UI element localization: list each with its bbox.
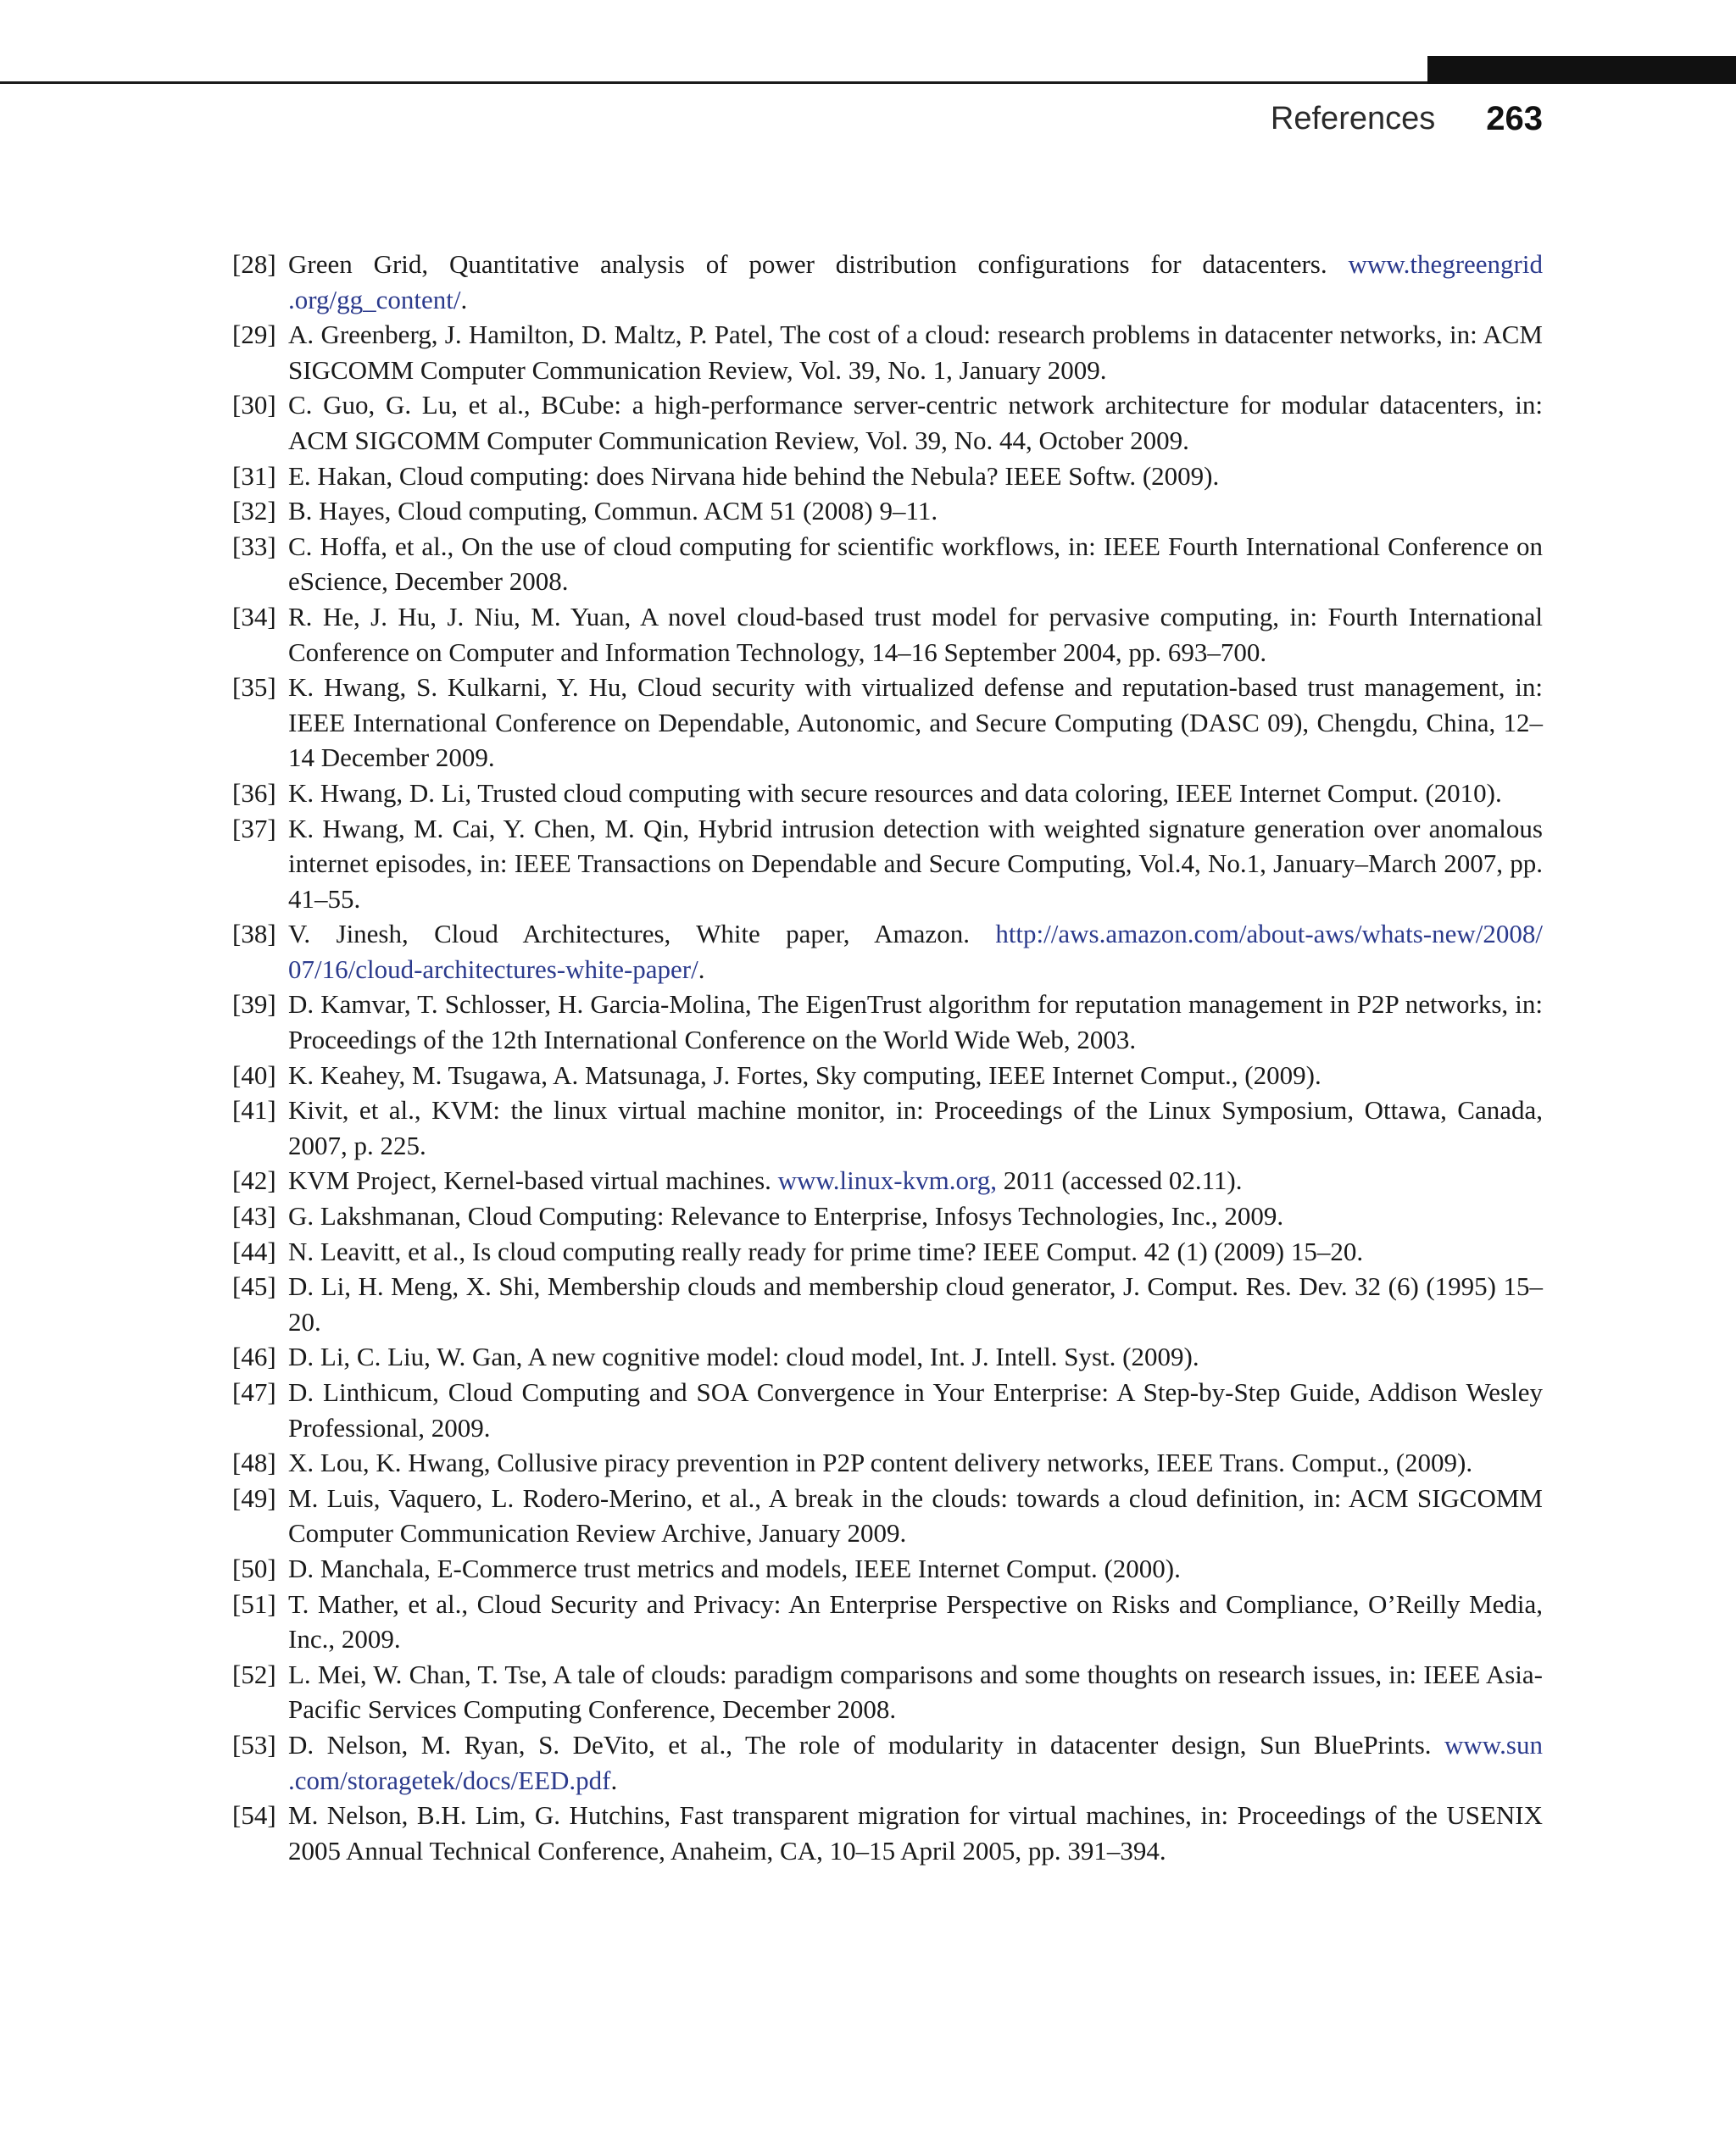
reference-text [288, 1483, 1543, 1549]
reference-text [288, 496, 938, 526]
reference-text [288, 1800, 1543, 1866]
reference-citation: R. He, J. Hu, J. Niu, M. Yuan, A novel cloud-based trust model for pervasive computing, in: Fourth International Conference on Computer and Information Technology, 14–16 September 2004, pp. 693–700. [288, 601, 1543, 667]
reference-number: [51] [232, 1588, 276, 1619]
reference-item [232, 1234, 1543, 1270]
reference-number: [43] [232, 1201, 276, 1232]
reference-number: [42] [232, 1165, 276, 1196]
reference-citation: D. Kamvar, T. Schlosser, H. Garcia-Molina, The EigenTrust algorithm for reputation management in P2P networks, in: Proceedings of the 12th International Conference on the World Wide Web, 2003. [288, 989, 1543, 1055]
reference-number: [39] [232, 989, 276, 1020]
reference-text [288, 1554, 1181, 1583]
reference-number: [53] [232, 1729, 276, 1760]
reference-number: [45] [232, 1271, 276, 1302]
reference-number: [52] [232, 1659, 276, 1689]
reference-text [288, 1589, 1543, 1654]
reference-citation: B. Hayes, Cloud computing, Commun. ACM 51 (2008) 9–11. [288, 496, 938, 526]
reference-text [288, 531, 1543, 597]
reference-item [232, 459, 1543, 494]
reference-citation: K. Hwang, M. Cai, Y. Chen, M. Qin, Hybrid intrusion detection with weighted signature generation over anomalous internet episodes, in: IEEE Transactions on Dependable and Secure Computing, Vol.4, No.1, January–March 2007, pp. 41–55. [288, 813, 1543, 914]
reference-item [232, 916, 1543, 987]
reference-number: [54] [232, 1800, 276, 1831]
reference-text [288, 1165, 1243, 1195]
reference-text [288, 1448, 1472, 1477]
reference-number: [38] [232, 919, 276, 949]
reference-citation: X. Lou, K. Hwang, Collusive piracy prevention in P2P content delivery networks, IEEE Trans. Comput., (2009). [288, 1448, 1473, 1478]
reference-citation: V. Jinesh, Cloud Architectures, White paper, Amazon. [288, 919, 996, 949]
reference-citation: D. Manchala, E-Commerce trust metrics and models, IEEE Internet Comput. (2000). [288, 1553, 1181, 1583]
reference-item [232, 1445, 1543, 1481]
reference-item [232, 1269, 1543, 1339]
reference-citation: A. Greenberg, J. Hamilton, D. Maltz, P. Patel, The cost of a cloud: research problems in datacenter networks, in: ACM SIGCOMM Computer Communication Review, Vol. 39, No. 1, January 2009. [288, 320, 1543, 385]
reference-item [232, 529, 1543, 599]
reference-item [232, 670, 1543, 776]
reference-text [288, 1660, 1543, 1725]
reference-citation: E. Hakan, Cloud computing: does Nirvana hide behind the Nebula? IEEE Softw. (2009). [288, 460, 1220, 491]
reference-number: [35] [232, 672, 276, 703]
reference-list [232, 247, 1543, 1868]
reference-text [288, 249, 1543, 314]
reference-text [288, 1201, 1283, 1231]
reference-number: [44] [232, 1236, 276, 1266]
reference-link[interactable]: www.thegreengrid .org/gg_content/ [288, 249, 1543, 314]
reference-citation: K. Hwang, S. Kulkarni, Y. Hu, Cloud security with virtualized defense and reputation-based trust management, in: IEEE International Conference on Dependable, Autonomic, and Secure Computing (DASC 09), Chengdu, China, 12–14 December 2009. [288, 672, 1543, 773]
reference-number: [49] [232, 1482, 276, 1513]
reference-item [232, 1657, 1543, 1727]
reference-number: [36] [232, 777, 276, 808]
reference-citation: D. Linthicum, Cloud Computing and SOA Convergence in Your Enterprise: A Step-by-Step Guide, Addison Wesley Professional, 2009. [288, 1377, 1543, 1443]
reference-item [232, 1798, 1543, 1868]
reference-text [288, 320, 1543, 385]
reference-suffix: . [698, 954, 705, 984]
reference-item [232, 1198, 1543, 1234]
reference-number: [37] [232, 813, 276, 843]
reference-text [288, 1237, 1363, 1266]
reference-suffix: . [610, 1765, 618, 1795]
reference-number: [47] [232, 1377, 276, 1407]
reference-item [232, 1551, 1543, 1587]
reference-text [288, 1271, 1543, 1337]
reference-text [288, 778, 1502, 808]
reference-citation: D. Li, C. Liu, W. Gan, A new cognitive model: cloud model, Int. J. Intell. Syst. (2009). [288, 1342, 1199, 1372]
reference-suffix: . [460, 284, 468, 314]
reference-text [288, 672, 1543, 772]
reference-number: [31] [232, 460, 276, 491]
reference-number: [50] [232, 1553, 276, 1583]
reference-text [288, 390, 1543, 455]
reference-item [232, 247, 1543, 317]
reference-number: [34] [232, 601, 276, 631]
reference-text [288, 461, 1219, 491]
reference-citation: M. Luis, Vaquero, L. Rodero-Merino, et al., A break in the clouds: towards a cloud definition, in: ACM SIGCOMM Computer Communication Review Archive, January 2009. [288, 1482, 1543, 1549]
reference-citation: T. Mather, et al., Cloud Security and Privacy: An Enterprise Perspective on Risks and Compliance, O’Reilly Media, Inc., 2009. [288, 1588, 1543, 1654]
reference-suffix: 2011 (accessed 02.11). [996, 1165, 1243, 1196]
reference-citation: Kivit, et al., KVM: the linux virtual machine monitor, in: Proceedings of the Linux Symposium, Ottawa, Canada, 2007, p. 225. [288, 1095, 1543, 1160]
running-title: References [1270, 100, 1436, 136]
page-header [1271, 95, 1543, 142]
reference-citation: C. Guo, G. Lu, et al., BCube: a high-performance server-centric network architecture for modular datacenters, in: ACM SIGCOMM Computer Communication Review, Vol. 39, No. 44, October 2009. [288, 390, 1543, 455]
reference-link[interactable]: http://aws.amazon.com/about-aws/whats-new/2008/ 07/16/cloud-architectures-white-paper/ [288, 919, 1543, 984]
reference-number: [32] [232, 496, 276, 526]
reference-citation: L. Mei, W. Chan, T. Tse, A tale of clouds: paradigm comparisons and some thoughts on research issues, in: IEEE Asia-Pacific Services Computing Conference, December 2008. [288, 1659, 1543, 1725]
reference-link[interactable]: www.sun .com/storagetek/docs/EED.pdf [288, 1729, 1543, 1795]
reference-item [232, 1587, 1543, 1657]
reference-text [288, 814, 1543, 914]
reference-citation: K. Hwang, D. Li, Trusted cloud computing with secure resources and data coloring, IEEE Internet Comput. (2010). [288, 777, 1502, 808]
reference-item [232, 1093, 1543, 1163]
reference-number: [40] [232, 1059, 276, 1090]
reference-text [288, 919, 1543, 984]
reference-citation: D. Li, H. Meng, X. Shi, Membership clouds and membership cloud generator, J. Comput. Res. Dev. 32 (6) (1995) 15–20. [288, 1271, 1543, 1337]
reference-item [232, 1727, 1543, 1798]
reference-item [232, 987, 1543, 1057]
reference-number: [33] [232, 531, 276, 561]
reference-number: [29] [232, 320, 276, 350]
reference-item [232, 811, 1543, 917]
reference-item [232, 1481, 1543, 1551]
reference-text [288, 602, 1543, 667]
header-tab [1427, 56, 1736, 84]
reference-citation: Green Grid, Quantitative analysis of power distribution configurations for datacenters. [288, 249, 1349, 279]
reference-text [288, 1095, 1543, 1160]
page-number: 263 [1486, 99, 1543, 137]
reference-item [232, 776, 1543, 811]
reference-item [232, 317, 1543, 387]
reference-number: [48] [232, 1448, 276, 1478]
reference-item [232, 1058, 1543, 1093]
reference-text [288, 1377, 1543, 1443]
reference-number: [41] [232, 1095, 276, 1126]
reference-item [232, 387, 1543, 458]
reference-citation: N. Leavitt, et al., Is cloud computing really ready for prime time? IEEE Comput. 42 (1) (2009) 15–20. [288, 1236, 1364, 1266]
reference-citation: KVM Project, Kernel-based virtual machines. [288, 1165, 778, 1196]
reference-number: [46] [232, 1342, 276, 1372]
reference-citation: K. Keahey, M. Tsugawa, A. Matsunaga, J. Fortes, Sky computing, IEEE Internet Comput., (2009). [288, 1059, 1321, 1090]
reference-text [288, 1730, 1543, 1795]
reference-item [232, 493, 1543, 529]
reference-citation: M. Nelson, B.H. Lim, G. Hutchins, Fast transparent migration for virtual machines, in: Proceedings of the USENIX 2005 Annual Technical Conference, Anaheim, CA, 10–15 April 2005, pp. 391–394. [288, 1800, 1543, 1866]
reference-link[interactable]: www.linux-kvm.org, [777, 1165, 997, 1196]
reference-text [288, 1342, 1199, 1371]
reference-item [232, 599, 1543, 670]
reference-number: [30] [232, 390, 276, 420]
reference-text [288, 1060, 1321, 1090]
reference-item [232, 1163, 1543, 1198]
reference-number: [28] [232, 249, 276, 279]
reference-citation: G. Lakshmanan, Cloud Computing: Relevance to Enterprise, Infosys Technologies, Inc., 2009. [288, 1201, 1284, 1232]
reference-item [232, 1375, 1543, 1445]
reference-text [288, 989, 1543, 1054]
reference-citation: D. Nelson, M. Ryan, S. DeVito, et al., The role of modularity in datacenter design, Sun BluePrints. [288, 1729, 1445, 1760]
reference-citation: C. Hoffa, et al., On the use of cloud computing for scientific workflows, in: IEEE Fourth International Conference on eScience, December 2008. [288, 531, 1543, 597]
reference-item [232, 1339, 1543, 1375]
